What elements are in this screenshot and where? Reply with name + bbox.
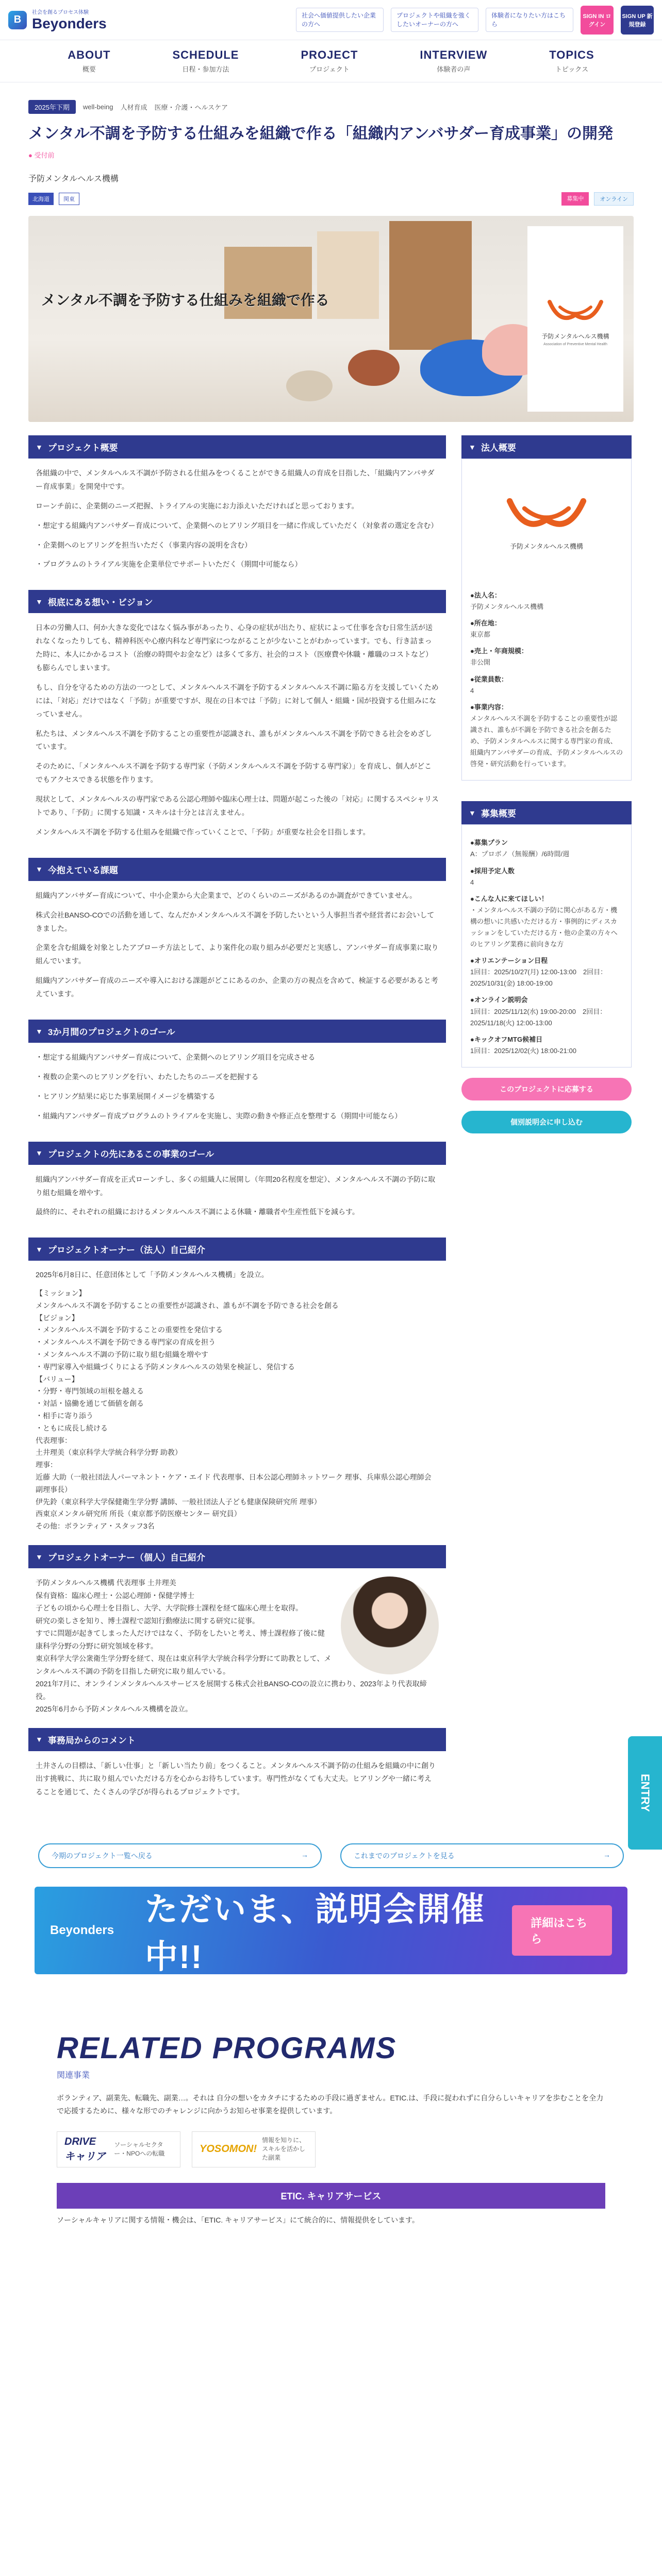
nav-label-en: SCHEDULE: [172, 48, 239, 61]
related-card-yosomon[interactable]: [192, 2131, 316, 2167]
line: 代表理事：: [36, 1436, 72, 1445]
banner-button[interactable]: 詳細はこちら: [512, 1905, 612, 1956]
paragraph: 私たちは、メンタルヘルス不調を予防することの重要性が認識され、誰もがメンタルヘルス不調を予防できる社会をめざしています。: [36, 729, 432, 751]
section-heading: [28, 590, 446, 613]
arrow-right-icon: →: [301, 1851, 308, 1859]
hero-image: [28, 216, 634, 422]
field-label: ●キックオフMTG候補日: [470, 1035, 543, 1043]
section-vision: [28, 590, 446, 857]
field-value: メンタルヘルス不調を予防することの重要性が認識され、誰もが不調を予防できる社会を創るため、予防メンタルヘルスに関する専門家の育成、組織内アンバサダーの育成、予防メンタルヘルスの啓発・研究活動を行っています。: [470, 714, 623, 768]
field-label: ●こんな人に来てほしい！: [470, 894, 548, 903]
signin-button[interactable]: SIGN IN ログイン: [581, 6, 614, 35]
category-tag[interactable]: 医療・介護・ヘルスケア: [154, 104, 228, 111]
recruit-info-body: [462, 825, 631, 1067]
paragraph: ・想定する組織内アンバサダー育成について、企業側へのヒアリング項目を完成させる: [36, 1053, 316, 1062]
entry-tab[interactable]: ENTRY: [628, 1736, 662, 1850]
related-programs: [0, 2031, 662, 2225]
card-title: DRIVE キャリア: [64, 2136, 106, 2162]
field-value: A：プロボノ（無報酬）/6時間/週: [470, 850, 570, 858]
paragraph: ・ヒアリング結果に応じた事業展開イメージを構築する: [36, 1092, 216, 1100]
card-subtitle: ソーシャルセクター・NPOへの転職: [114, 2141, 165, 2157]
section-heading: [28, 1142, 446, 1165]
related-description: ボランティア、副業先、転職先、副業…。それは 自分の想いをカタチにするための手段に過ぎません。ETIC.は、手段に捉われずに自分らしいキャリアを歩むことを全力で応援するために、様々な形でのチャレンジに向かうお知らせ事業を提供しています。: [57, 2094, 604, 2115]
section-body: [28, 1751, 446, 1818]
line: 伊先鈴（東京科学大学保健衛生学分野 講師、一般社団法人子ども健康保険研究所 理事）: [36, 1497, 321, 1506]
hero-logo-text: 予防メンタルヘルス機構: [541, 333, 609, 340]
chevron-down-icon: ▼: [36, 1027, 43, 1036]
link-label: これまでのプロジェクトを見る: [354, 1852, 455, 1860]
category-tag[interactable]: well-being: [82, 103, 113, 111]
section-future: [28, 1142, 446, 1238]
paragraph: そのために、「メンタルヘルス不調を予防する専門家（予防メンタルヘルス不調を予防する専門家）」を育成し、個人がどこでもアクセスできる状態を作ります。: [36, 762, 432, 784]
nav-topics[interactable]: [549, 48, 594, 74]
paragraph: 組織内アンバサダー育成を正式ローンチし、多くの組織人に展開し（年間20名程度を想定）、メンタルヘルス不調の予防に取り組む組織を増やす。: [36, 1175, 436, 1197]
paragraph: 2025年6月8日に、任意団体として「予防メンタルヘルス機構」を設立。: [36, 1270, 269, 1279]
paragraph: ・想定する組織内アンバサダー育成について、企業側へのヒアリング項目を一緒に作成していただく（対象者の選定を含む）: [36, 521, 438, 530]
nav-label-jp: プロジェクト: [309, 65, 350, 73]
line: 2025年6月から予防メンタルヘルス機構を設立。: [36, 1705, 192, 1714]
paragraph: 土井さんの目標は、「新しい仕事」と「新しい当たり前」をつくること。メンタルヘルス不調予防の仕組みを組織の中に創り出す挑戦に、共に取り組んでいただける方を心からお待ちしています。専門性がなくても大丈夫。ヒアリングや一緒に考えることを通じて、たくさんの学びが得られるプロジェクトです。: [36, 1761, 436, 1797]
section-issues: [28, 858, 446, 1020]
field-label: ●売上・年商規模：: [470, 647, 528, 655]
field-label: ●オンライン説明会: [470, 996, 528, 1004]
section-heading-label: プロジェクトオーナー（個人）自己紹介: [47, 1553, 206, 1563]
section-office-comment: [28, 1728, 446, 1818]
section-heading-label: 3か月間のプロジェクトのゴール: [47, 1027, 175, 1038]
sidebar-heading-label: 法人概要: [481, 443, 516, 453]
sidebar-heading: [461, 801, 632, 824]
section-heading-label: プロジェクトの先にあるこの事業のゴール: [47, 1149, 214, 1159]
chevron-down-icon: ▼: [36, 865, 43, 874]
paragraph: メンタルヘルス不調を予防する仕組みを組織で作っていくことで、「予防」が重要な社会を目指します。: [36, 827, 370, 836]
line: すでに問題が起きてしまった人だけではなく、予防をしたいと考え、博士課程修了後に健康科学分野の分野に研究領域を移す。: [36, 1629, 325, 1650]
paragraph: 現状として、メンタルヘルスの専門家である公認心理師や臨床心理士は、問題が起こった後の「対応」に関するスペシャリストであり、「予防」に関する知識・スキルは十分とは言えません。: [36, 795, 439, 817]
org-logo: [462, 459, 631, 578]
page-title: メンタル不調を予防する仕組みを組織で作る「組織内アンバサダー育成事業」の開発: [28, 125, 613, 142]
site-header: [0, 0, 662, 40]
recruiting-badge: 募集中: [561, 192, 589, 206]
line: ・メンタルヘルス不調を予防することの重要性を発信する: [36, 1326, 223, 1334]
paragraph: ・組織内アンバサダー育成プログラムのトライアルを実施し、実際の動きや修正点を整理する（期間中可能なら）: [36, 1111, 402, 1120]
line: 【バリュー】: [36, 1375, 79, 1383]
section-body: [28, 1165, 446, 1238]
section-body: [28, 1043, 446, 1142]
chevron-down-icon: ▼: [36, 1735, 43, 1744]
cylinder-shape: [348, 350, 400, 386]
header-link-company[interactable]: 社会へ価値提供したい企業の方へ: [296, 8, 384, 31]
line: ・ともに成長し続ける: [36, 1423, 108, 1432]
paragraph: ・プログラムのトライアル実施を企業単位でサポートいただく（期間中可能なら）: [36, 560, 302, 569]
logo-name: Beyonders: [32, 15, 107, 31]
online-badge: オンライン: [594, 192, 634, 206]
header-link-owner[interactable]: プロジェクトや組織を強くしたいオーナーの方へ: [391, 8, 478, 31]
past-projects-link[interactable]: [340, 1843, 624, 1868]
region-row: [28, 192, 634, 206]
section-heading-label: 事務局からのコメント: [47, 1735, 136, 1745]
career-description: ソーシャルキャリアに関する情報・機会は、「ETIC. キャリアサービス」にて統合的に、情報提供をしています。: [57, 2215, 419, 2224]
sidebar-heading-label: 募集概要: [481, 809, 516, 819]
line: ・メンタルヘルス不調を予防できる専門家の育成を担う: [36, 1338, 216, 1347]
content-columns: [28, 435, 634, 1818]
org-info-body: [462, 578, 631, 780]
line: その他：ボランティア・スタッフ3名: [36, 1522, 155, 1531]
paragraph: ・複数の企業へのヒアリングを行い、わたしたちのニーズを把握する: [36, 1072, 259, 1081]
field-value: 非公開: [470, 658, 491, 667]
paragraph: 日本の労働人口、何か大きな変化ではなく悩み事があったり、心身の症状が出たり、症状によって仕事を含む日常生活が送れなくなったりしても、精神科医や心療内科など専門家につながることが少ないことがわかっています。でも、行き詰まった時に、本人にかかるコスト（治療の時間やお金など）は多くて多方、社会的コスト（医療費や休職・離職のコストなど）も膨らんでしまいます。: [36, 623, 433, 672]
signup-button[interactable]: SIGN UP 新規登録: [621, 6, 654, 35]
section-heading: [28, 435, 446, 459]
section-heading-label: 根底にある想い・ビジョン: [47, 598, 153, 608]
field-label: ●募集プラン: [470, 839, 508, 847]
cylinder-shape: [286, 370, 333, 401]
hero-logo-sub: Association of Preventive Mental Health: [543, 343, 607, 346]
bottom-links: [0, 1843, 662, 1868]
global-nav: [0, 40, 662, 82]
recruit-badges: [561, 192, 634, 206]
nav-label-jp: 体験者の声: [437, 65, 471, 73]
line: ・相手に寄り添う: [36, 1412, 93, 1420]
block-shape: [389, 221, 472, 350]
region-badge: 関東: [59, 193, 79, 205]
line: ・メンタルヘルス不調の予防に取り組む組織を増やす: [36, 1350, 209, 1359]
field-value: 予防メンタルヘルス機構: [470, 603, 544, 611]
project-tags: [28, 100, 634, 114]
org-logo-icon: [544, 292, 606, 328]
line: 研究の楽しさを知り、博士課程で認知行動療法に関する研究に従事。: [36, 1616, 259, 1625]
line: 予防メンタルヘルス機構 代表理事 土井理美: [36, 1579, 176, 1587]
paragraph: もし、自分を守るための方法の一つとして、メンタルヘルス不調を予防するメンタルヘルス不調に陥る方を支援していくためには、「対応」だけではなく「予防」が重要ですが、現在の日本では「予防」に対して個人・組織・国が投資する仕組みになっていません。: [36, 683, 439, 718]
section-heading: [28, 1728, 446, 1751]
paragraph: 各組織の中で、メンタルヘルス不調が予防される仕組みをつくることができる組織人の育成を目指した、「組織内アンバサダー育成事業」を開発中です。: [36, 469, 435, 490]
nav-project[interactable]: [301, 48, 358, 74]
card-title: YOSOMON!: [200, 2143, 257, 2155]
paragraph: ・企業側へのヒアリングを担当いただく（事業内容の説明を含む）: [36, 540, 252, 549]
related-cards: [57, 2131, 605, 2167]
line: 子どもの頃から心理士を目指し、大学、大学院修士課程を経て臨床心理士を取得。: [36, 1604, 303, 1613]
project-article: [0, 100, 662, 1818]
chevron-down-icon: ▼: [36, 597, 43, 606]
chevron-down-icon: ▼: [36, 443, 43, 451]
section-body: [28, 459, 446, 590]
logo-subtitle: 社会を創るプロセス体験: [32, 10, 89, 15]
banner-logo: Beyonders: [50, 1923, 114, 1938]
back-to-list-link[interactable]: [38, 1843, 322, 1868]
link-label: 今期のプロジェクト一覧へ戻る: [52, 1852, 153, 1860]
line: 保有資格：臨床心理士・公認心理師・保健学博士: [36, 1591, 194, 1600]
section-owner-person: [28, 1545, 446, 1728]
org-logo-icon: [500, 486, 593, 538]
section-heading-label: プロジェクト概要: [47, 443, 118, 453]
section-heading: [28, 1238, 446, 1261]
field-value: 東京都: [470, 631, 491, 639]
term-tag[interactable]: 2025年下期: [28, 100, 76, 114]
section-heading-label: 今抱えている課題: [47, 865, 118, 875]
paragraph: 組織内アンバサダー育成について、中小企業から大企業まで、どのくらいのニーズがあるのか調査ができていません。: [36, 891, 417, 900]
header-links: [296, 6, 654, 35]
hero-title: メンタル不調を予防する仕組みを組織で作る: [41, 292, 329, 308]
nav-label-en: INTERVIEW: [420, 48, 488, 61]
section-heading: [28, 1020, 446, 1043]
sidebar: [461, 435, 632, 1818]
line: 東京科学大学公衆衛生学分野を経て、現在は東京科学大学統合科学分野にて助教として、メンタルヘルス不調の予防を目指した研究に取り組んでいる。: [36, 1654, 332, 1675]
section-overview: [28, 435, 446, 590]
section-heading-label: プロジェクトオーナー（法人）自己紹介: [47, 1245, 206, 1256]
card-subtitle: 情報を知りに、スキルを活かした副業: [262, 2137, 306, 2161]
section-body: [28, 613, 446, 857]
field-label: ●事業内容：: [470, 703, 508, 711]
line: メンタルヘルス不調を予防することの重要性が認識され、誰もが不調を予防できる社会を創る: [36, 1301, 339, 1310]
line: 西東京メンタル研究所 所長（東京都予防医療センター 研究員）: [36, 1510, 241, 1518]
section-heading: [28, 858, 446, 881]
section-body: [28, 881, 446, 1020]
category-tag[interactable]: 人材育成: [120, 104, 147, 111]
status-badge: ● 受付前: [28, 151, 55, 159]
section-body: [28, 1261, 446, 1545]
field-label: ●オリエンテーション日程: [470, 957, 548, 965]
nav-schedule[interactable]: [172, 48, 239, 74]
line: ・対話・協働を通じて価値を創る: [36, 1399, 144, 1408]
related-card-drive[interactable]: [57, 2131, 180, 2167]
main-column: [28, 435, 446, 1818]
org-info-box: [461, 459, 632, 781]
owner-photo: [341, 1577, 439, 1674]
line: 【ミッション】: [36, 1289, 86, 1298]
sidebar-heading: [461, 435, 632, 459]
paragraph: ローンチ前に、企業側のニーズ把握、トライアルの実施にお力添えいただければと思っております。: [36, 501, 359, 510]
chevron-down-icon: ▼: [36, 1245, 43, 1253]
paragraph: 最終的に、それぞれの組織におけるメンタルヘルス不調による休職・離職者や生産性低下を減らす。: [36, 1208, 359, 1216]
region-badge: 北海道: [28, 193, 54, 205]
nav-label-en: TOPICS: [549, 48, 594, 61]
related-heading-jp: 関連事業: [57, 2071, 90, 2080]
career-service-bar[interactable]: ETIC. キャリアサービス: [57, 2183, 605, 2209]
chevron-down-icon: ▼: [469, 443, 476, 451]
nav-label-jp: トピックス: [555, 65, 589, 73]
arrow-right-icon: →: [603, 1851, 610, 1859]
field-label: ●所在地：: [470, 619, 501, 628]
line: 土井理美（東京科学大学統合科学分野 助教）: [36, 1448, 182, 1457]
line: 2021年7月に、オンラインメンタルヘルスサービスを展開する株式会社BANSO-COの設立に携わり、2023年より代表取締役。: [36, 1680, 427, 1701]
recruit-info-box: [461, 824, 632, 1067]
site-logo[interactable]: [8, 8, 107, 32]
section-heading: [28, 1545, 446, 1568]
hero-logo: [527, 226, 623, 412]
field-value: 4: [470, 878, 474, 886]
nav-interview[interactable]: [420, 48, 487, 74]
info-session-button[interactable]: 個別説明会に申し込む: [461, 1111, 632, 1133]
paragraph: 株式会社BANSO-COでの活動を通して、なんだかメンタルヘルス不調を予防したいという人事担当者や経営者にお会いしてきました。: [36, 910, 435, 933]
paragraph: 企業を含む組織を対象としたアプローチ方法として、より案件化の取り組みが必要だと実感し、アンバサダー育成事業に取り組んでいます。: [36, 943, 439, 965]
field-label: ●採用予定人数: [470, 867, 515, 875]
nav-label-en: PROJECT: [301, 48, 358, 61]
chevron-down-icon: ▼: [36, 1149, 43, 1158]
line: 近藤 大助（一般社団法人パーマネント・ケア・エイド 代表理事、日本公認心理師ネットワーク 理事、兵庫県公認心理師会 副理事長）: [36, 1473, 432, 1494]
apply-button[interactable]: このプロジェクトに応募する: [461, 1078, 632, 1100]
chevron-down-icon: ▼: [36, 1552, 43, 1561]
org-name: 予防メンタルヘルス機構: [28, 175, 119, 183]
nav-label-jp: 概要: [82, 65, 96, 73]
org-logo-text: 予防メンタルヘルス機構: [509, 542, 584, 550]
line: 理事：: [36, 1461, 57, 1469]
nav-about[interactable]: [68, 48, 110, 74]
nav-label-en: ABOUT: [68, 48, 111, 61]
field-value: ・メンタルヘルス不調の予防に関心がある方・機構の想いに共感いただける方・事例的にディスカッションをしていただける方・他の企業の方々へのヒアリング業務に前向きな方: [470, 906, 618, 948]
line: ・分野・専門領域の垣根を越える: [36, 1387, 144, 1396]
related-heading-en: RELATED PROGRAMS: [57, 2031, 397, 2065]
nav-label-jp: 日程・参加方法: [182, 65, 229, 73]
field-label: ●法人名：: [470, 591, 501, 599]
header-link-participant[interactable]: 体験者になりたい方はこちら: [486, 8, 573, 31]
chevron-down-icon: ▼: [469, 808, 476, 817]
banner-headline: ただいま、説明会開催中!!: [145, 1891, 486, 1975]
info-session-banner[interactable]: [35, 1887, 627, 1974]
line: ・専門家導入や組織づくりによる予防メンタルヘルスの効果を検証し、発信する: [36, 1362, 295, 1371]
field-value: 1回目：2025/11/12(水) 19:00-20:00 2回目：2025/11/18(火) 12:00-13:00: [470, 1007, 607, 1027]
logo-mark-icon: B: [8, 11, 27, 29]
section-owner-org: [28, 1238, 446, 1545]
field-value: 1回目：2025/12/02(火) 18:00-21:00: [470, 1046, 576, 1055]
line: 【ビジョン】: [36, 1313, 79, 1322]
paragraph: 組織内アンバサダー育成のニーズや導入における課題がどこにあるのか、企業の方の視点を含めて、検証する必要があると考えています。: [36, 976, 438, 998]
field-value: 1回目：2025/10/27(月) 12:00-13:00 2回目：2025/10/31(金) 18:00-19:00: [470, 968, 607, 988]
field-value: 4: [470, 686, 474, 694]
field-label: ●従業員数：: [470, 675, 508, 683]
section-body: [28, 1568, 446, 1728]
section-goals: [28, 1020, 446, 1142]
